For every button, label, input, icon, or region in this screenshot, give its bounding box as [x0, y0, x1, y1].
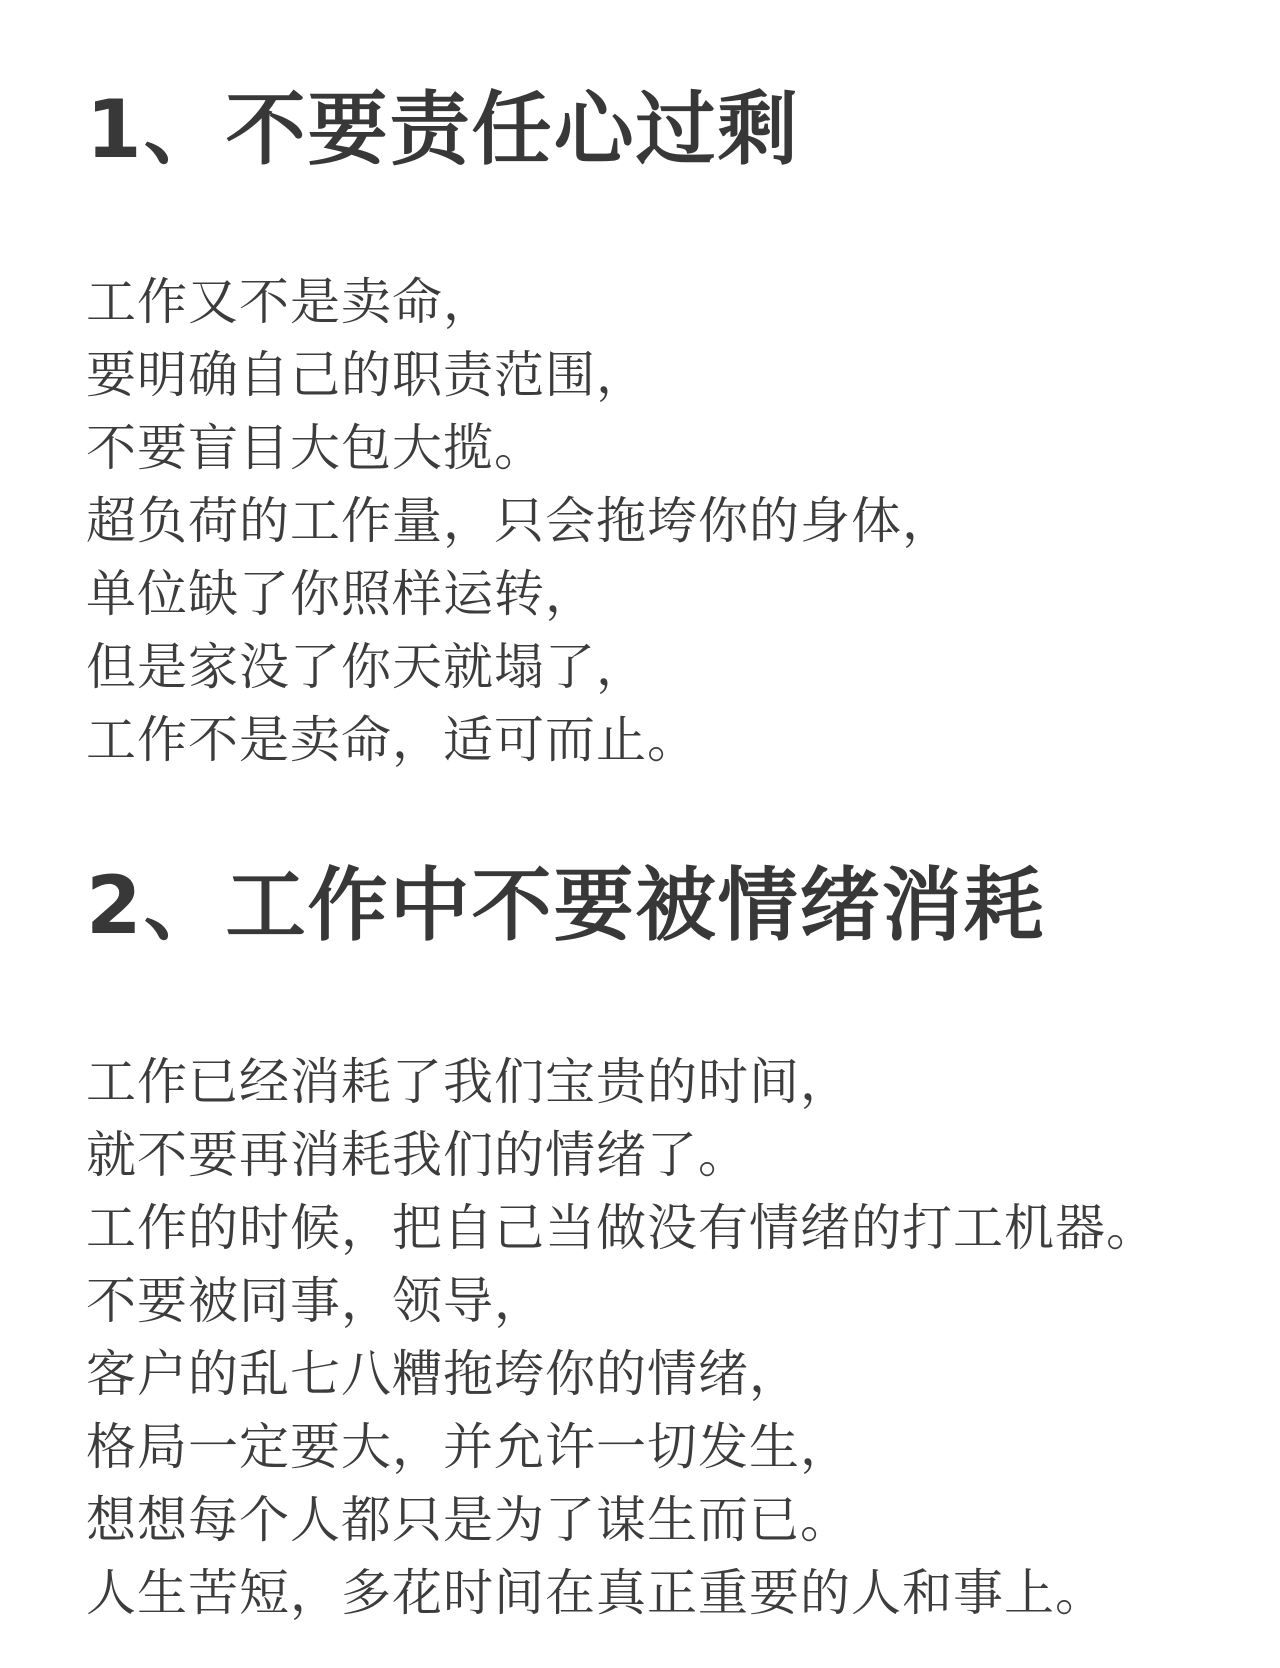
text-line: 工作又不是卖命，: [86, 273, 494, 331]
text-line: 工作不是卖命，适可而止。: [86, 711, 698, 769]
section-1-paragraph: [86, 266, 953, 777]
text-line: 想想每个人都只是为了谋生而已。: [86, 1491, 851, 1549]
text-line: 格局一定要大，并允许一切发生，: [86, 1418, 851, 1476]
text-line: 单位缺了你照样运转，: [86, 565, 596, 623]
text-line: 就不要再消耗我们的情绪了。: [86, 1126, 749, 1184]
text-line: 但是家没了你天就塌了，: [86, 638, 647, 696]
section-1-heading: 1、不要责任心过剩: [86, 83, 800, 176]
text-line: 不要被同事，领导，: [86, 1272, 545, 1330]
text-line: 不要盲目大包大揽。: [86, 419, 545, 477]
text-line: 要明确自己的职责范围，: [86, 346, 647, 404]
text-line: 工作已经消耗了我们宝贵的时间，: [86, 1053, 851, 1111]
text-line: 超负荷的工作量，只会拖垮你的身体，: [86, 492, 953, 550]
text-line: 客户的乱七八糟拖垮你的情绪，: [86, 1345, 800, 1403]
text-line: 工作的时候，把自己当做没有情绪的打工机器。: [86, 1199, 1157, 1257]
text-line: 人生苦短，多花时间在真正重要的人和事上。: [86, 1564, 1106, 1622]
section-2-paragraph: [86, 1046, 1157, 1630]
section-2-heading: 2、工作中不要被情绪消耗: [86, 859, 1046, 952]
